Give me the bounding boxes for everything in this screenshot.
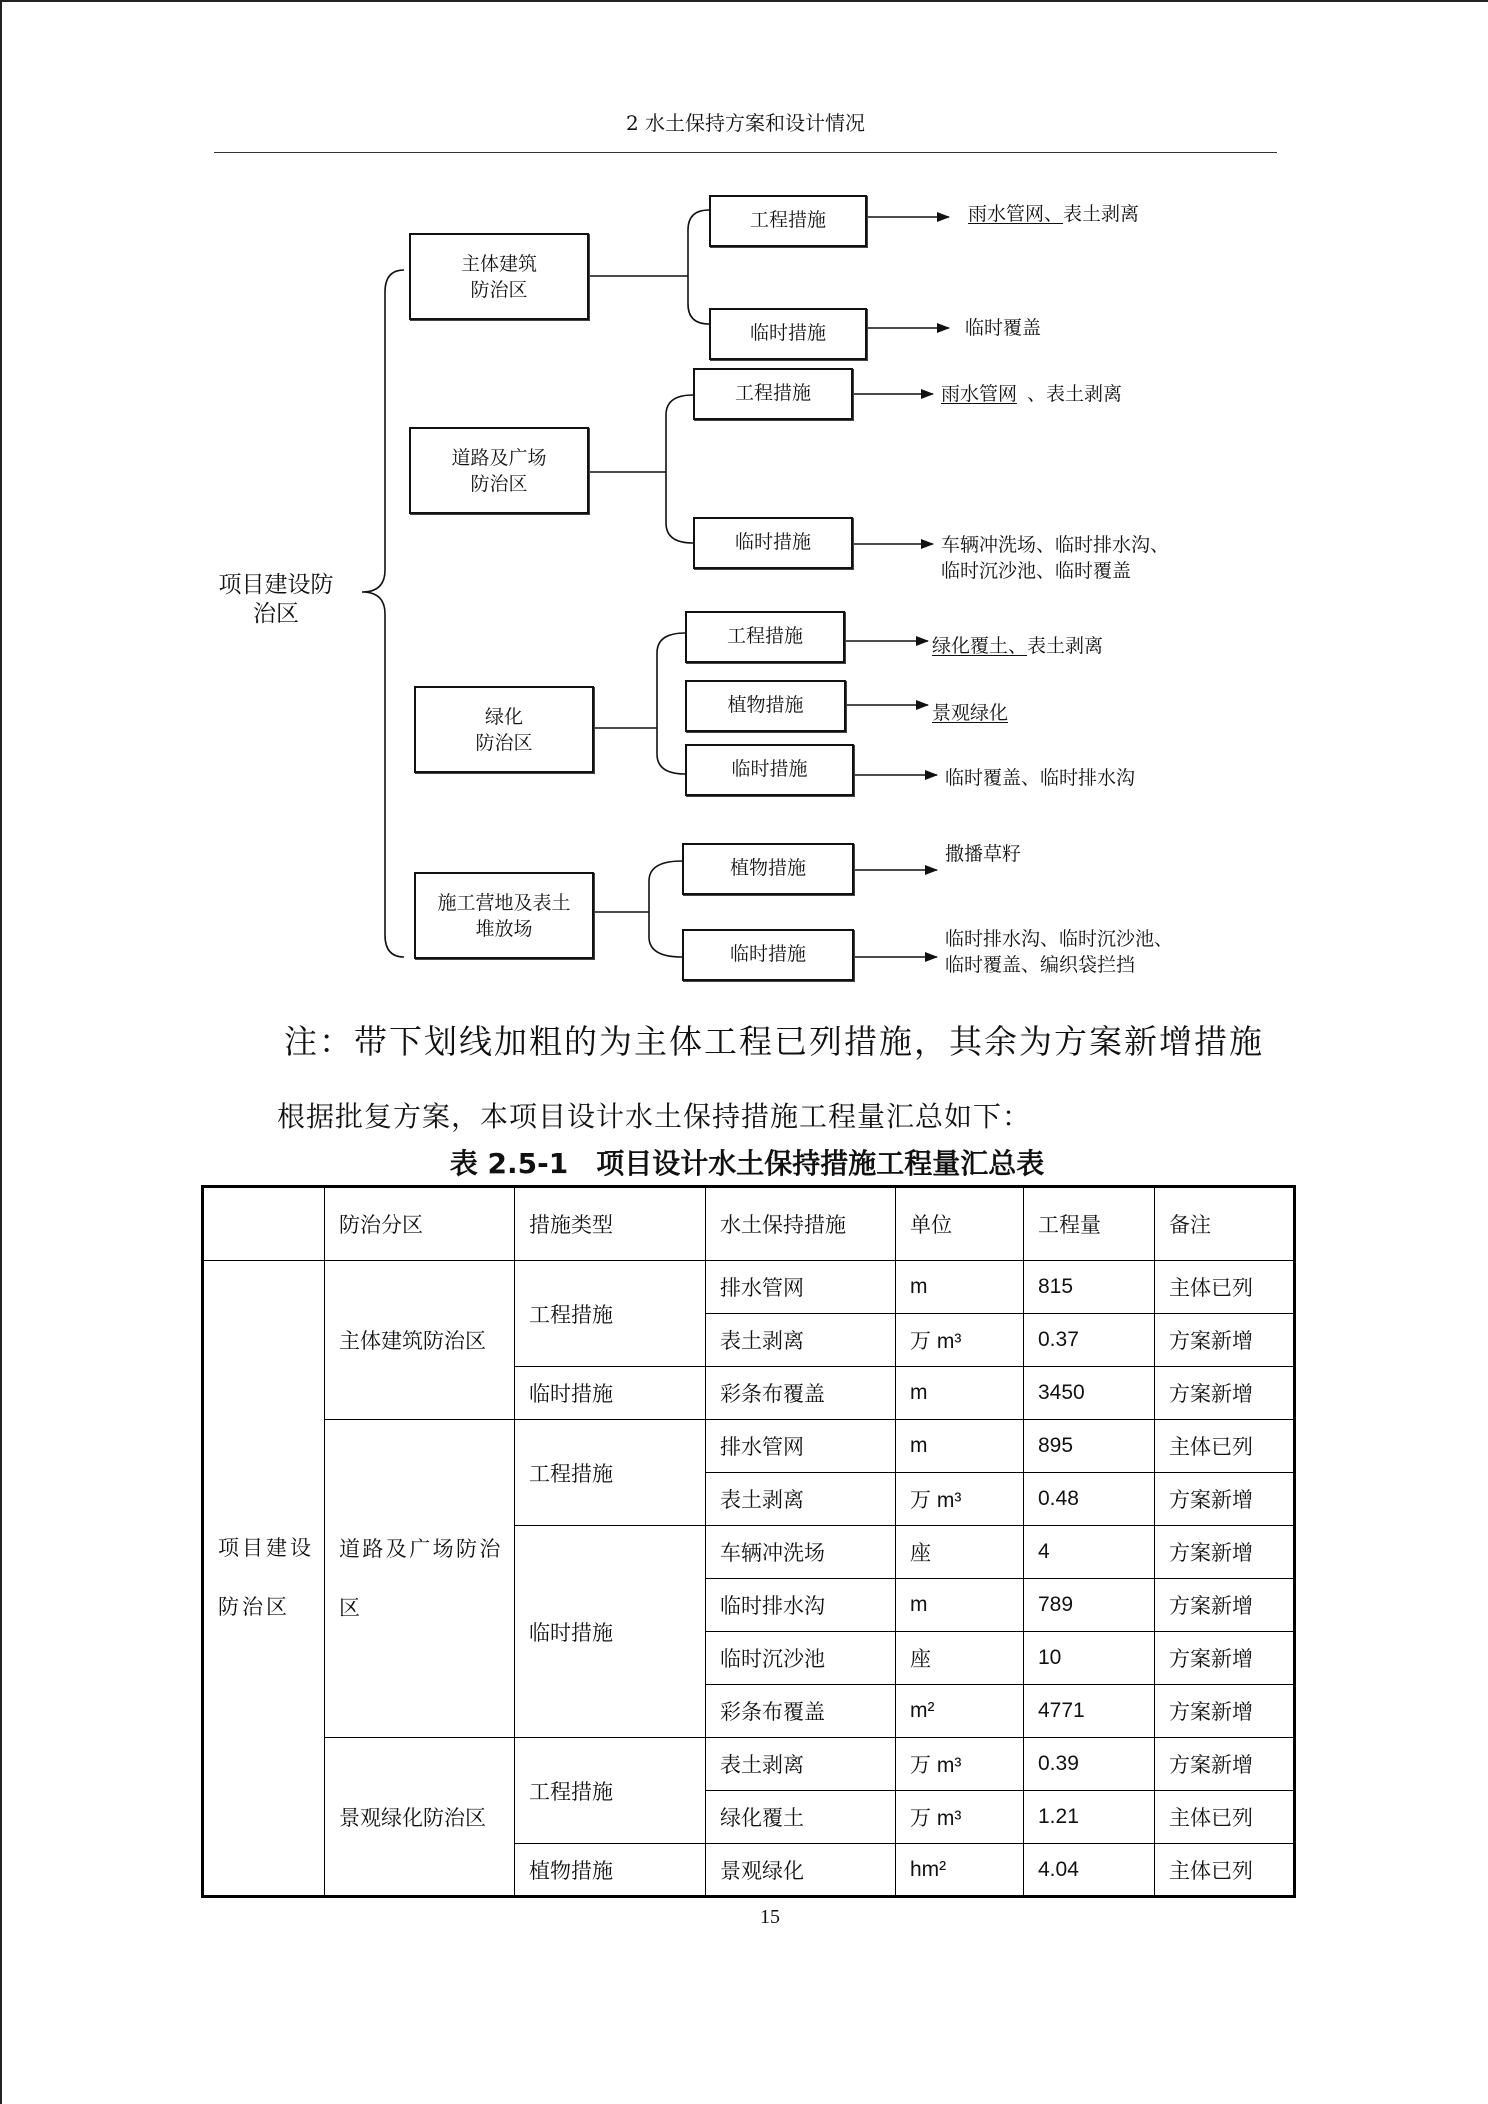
remark-cell: 主体已列 <box>1155 1420 1295 1473</box>
unit-cell: 万 m³ <box>896 1791 1024 1844</box>
new-measure-text: 、表土剥离 <box>1027 383 1123 405</box>
existing-measure-text: 绿化覆土、 <box>932 635 1028 657</box>
remark-cell: 方案新增 <box>1155 1314 1295 1367</box>
running-header: 2 水土保持方案和设计情况 <box>625 111 866 135</box>
unit-cell: 万 m³ <box>896 1738 1024 1791</box>
zone-cell: 道路及广场防治区 <box>325 1420 515 1738</box>
measure-result <box>965 315 1041 341</box>
measure-result <box>968 201 1139 227</box>
measure-type-cell: 临时措施 <box>515 1367 706 1420</box>
new-measure-text: 车辆冲洗场、临时排水沟、 <box>941 534 1170 556</box>
quantity-cell: 0.37 <box>1024 1314 1155 1367</box>
diagram-note: 注：带下划线加粗的为主体工程已列措施，其余为方案新增措施 <box>284 1022 1264 1061</box>
header-cell: 单位 <box>896 1187 1024 1261</box>
unit-cell: 座 <box>896 1632 1024 1685</box>
header-cell: 防治分区 <box>325 1187 515 1261</box>
measure-box: 工程措施 <box>709 195 867 247</box>
existing-measure-text: 雨水管网、 <box>968 203 1064 225</box>
measure-cell: 临时沉沙池 <box>706 1632 896 1685</box>
measure-box: 临时措施 <box>709 308 867 360</box>
measure-cell: 临时排水沟 <box>706 1579 896 1632</box>
measure-box: 植物措施 <box>685 680 846 732</box>
zone-name-line: 绿化 <box>484 705 523 728</box>
measure-cell: 排水管网 <box>706 1261 896 1314</box>
quantity-cell: 815 <box>1024 1261 1155 1314</box>
new-measure-text: 表土剥离 <box>1027 635 1104 657</box>
quantity-cell: 4 <box>1024 1526 1155 1579</box>
remark-cell: 方案新增 <box>1155 1579 1295 1632</box>
new-measure-text: 表土剥离 <box>1063 203 1140 225</box>
measure-box: 工程措施 <box>685 611 845 663</box>
zone-name-line: 防治区 <box>470 278 528 301</box>
new-measure-text: 临时覆盖、临时排水沟 <box>945 767 1136 789</box>
measure-box: 临时措施 <box>682 929 854 981</box>
quantity-cell: 0.39 <box>1024 1738 1155 1791</box>
unit-cell: 座 <box>896 1526 1024 1579</box>
remark-cell: 主体已列 <box>1155 1844 1295 1897</box>
zone-box-main-building <box>409 233 589 320</box>
remark-cell: 主体已列 <box>1155 1261 1295 1314</box>
measure-cell: 表土剥离 <box>706 1473 896 1526</box>
new-measure-text: 临时覆盖 <box>965 317 1042 339</box>
header-cell: 水土保持措施 <box>706 1187 896 1261</box>
zone3-brace <box>657 633 685 774</box>
table-title: 项目设计水土保持措施工程量汇总表 <box>596 1147 1045 1180</box>
measure-result <box>945 841 1021 867</box>
measure-cell: 绿化覆土 <box>706 1791 896 1844</box>
zone-cell: 主体建筑防治区 <box>325 1261 515 1420</box>
remark-cell: 方案新增 <box>1155 1473 1295 1526</box>
new-measure-text: 撒播草籽 <box>945 843 1022 865</box>
unit-cell: hm² <box>896 1844 1024 1897</box>
quantity-cell: 1.21 <box>1024 1791 1155 1844</box>
quantity-cell: 3450 <box>1024 1367 1155 1420</box>
measure-box: 临时措施 <box>685 744 854 796</box>
measure-cell: 景观绿化 <box>706 1844 896 1897</box>
remark-cell: 方案新增 <box>1155 1685 1295 1738</box>
root-label <box>214 571 338 629</box>
remark-cell: 方案新增 <box>1155 1632 1295 1685</box>
intro-paragraph: 根据批复方案，本项目设计水土保持措施工程量汇总如下： <box>277 1100 1032 1133</box>
root-line: 项目建设防 <box>218 572 334 598</box>
unit-cell: m <box>896 1261 1024 1314</box>
measure-box: 植物措施 <box>682 843 854 895</box>
new-measure-text: 临时沉沙池、临时覆盖 <box>941 560 1132 582</box>
measure-type-cell: 工程措施 <box>515 1261 706 1367</box>
zone-cell: 景观绿化防治区 <box>325 1738 515 1897</box>
unit-cell: m <box>896 1420 1024 1473</box>
new-measure-text: 临时覆盖、编织袋拦挡 <box>945 954 1136 976</box>
remark-cell: 方案新增 <box>1155 1526 1295 1579</box>
zone4-brace <box>649 861 682 957</box>
measure-type-cell: 工程措施 <box>515 1420 706 1526</box>
measure-result <box>932 700 1008 726</box>
quantity-cell: 10 <box>1024 1632 1155 1685</box>
zone-name-line: 施工营地及表土 <box>437 891 571 914</box>
quantity-cell: 4.04 <box>1024 1844 1155 1897</box>
measure-type-cell: 植物措施 <box>515 1844 706 1897</box>
remark-cell: 方案新增 <box>1155 1738 1295 1791</box>
zone-name-line: 主体建筑 <box>460 252 537 275</box>
measure-cell: 彩条布覆盖 <box>706 1367 896 1420</box>
measure-result <box>945 765 1135 791</box>
unit-cell: m <box>896 1579 1024 1632</box>
quantity-cell: 0.48 <box>1024 1473 1155 1526</box>
page-number: 15 <box>760 1906 780 1928</box>
header-cell: 措施类型 <box>515 1187 706 1261</box>
unit-cell: 万 m³ <box>896 1314 1024 1367</box>
header-cell: 备注 <box>1155 1187 1295 1261</box>
measure-box: 临时措施 <box>693 517 853 569</box>
quantity-cell: 895 <box>1024 1420 1155 1473</box>
existing-measure-text: 景观绿化 <box>932 702 1009 724</box>
measure-result <box>941 381 1122 407</box>
unit-cell: 万 m³ <box>896 1473 1024 1526</box>
unit-cell: m² <box>896 1685 1024 1738</box>
zone-box-road-square <box>409 427 589 514</box>
existing-measure-text: 雨水管网 <box>941 383 1018 405</box>
header-cell-empty <box>203 1187 325 1261</box>
measure-cell: 车辆冲洗场 <box>706 1526 896 1579</box>
zone-name-line: 防治区 <box>470 472 528 495</box>
table-row <box>203 1261 1295 1314</box>
measure-result <box>932 633 1103 659</box>
header-cell: 工程量 <box>1024 1187 1155 1261</box>
measure-box: 工程措施 <box>693 368 853 420</box>
zone1-brace <box>688 210 709 324</box>
remark-cell: 主体已列 <box>1155 1791 1295 1844</box>
table-caption <box>201 1147 1293 1181</box>
measure-type-cell: 工程措施 <box>515 1738 706 1844</box>
main-brace <box>362 270 404 957</box>
measure-result <box>945 926 1173 978</box>
remark-cell: 方案新增 <box>1155 1367 1295 1420</box>
zone-name-line: 防治区 <box>475 731 533 754</box>
measure-cell: 彩条布覆盖 <box>706 1685 896 1738</box>
measure-cell: 排水管网 <box>706 1420 896 1473</box>
summary-table <box>201 1185 1296 1898</box>
zone-name-line: 堆放场 <box>475 917 533 940</box>
table-row <box>203 1738 1295 1791</box>
region-cell: 项目建设防治区 <box>203 1261 325 1897</box>
new-measure-text: 临时排水沟、临时沉沙池、 <box>945 928 1174 950</box>
zone-box-construction-camp <box>414 872 594 959</box>
zone-box-greening <box>414 686 594 773</box>
table-row <box>203 1420 1295 1473</box>
measure-cell: 表土剥离 <box>706 1314 896 1367</box>
quantity-cell: 789 <box>1024 1579 1155 1632</box>
zone-name-line: 道路及广场 <box>451 446 547 469</box>
zone2-brace <box>666 395 693 543</box>
table-header-row <box>203 1187 1295 1261</box>
quantity-cell: 4771 <box>1024 1685 1155 1738</box>
measure-cell: 表土剥离 <box>706 1738 896 1791</box>
root-line: 治区 <box>253 601 299 627</box>
measure-result <box>941 532 1169 584</box>
measure-type-cell: 临时措施 <box>515 1526 706 1738</box>
table-number: 表 2.5-1 <box>449 1147 569 1180</box>
unit-cell: m <box>896 1367 1024 1420</box>
